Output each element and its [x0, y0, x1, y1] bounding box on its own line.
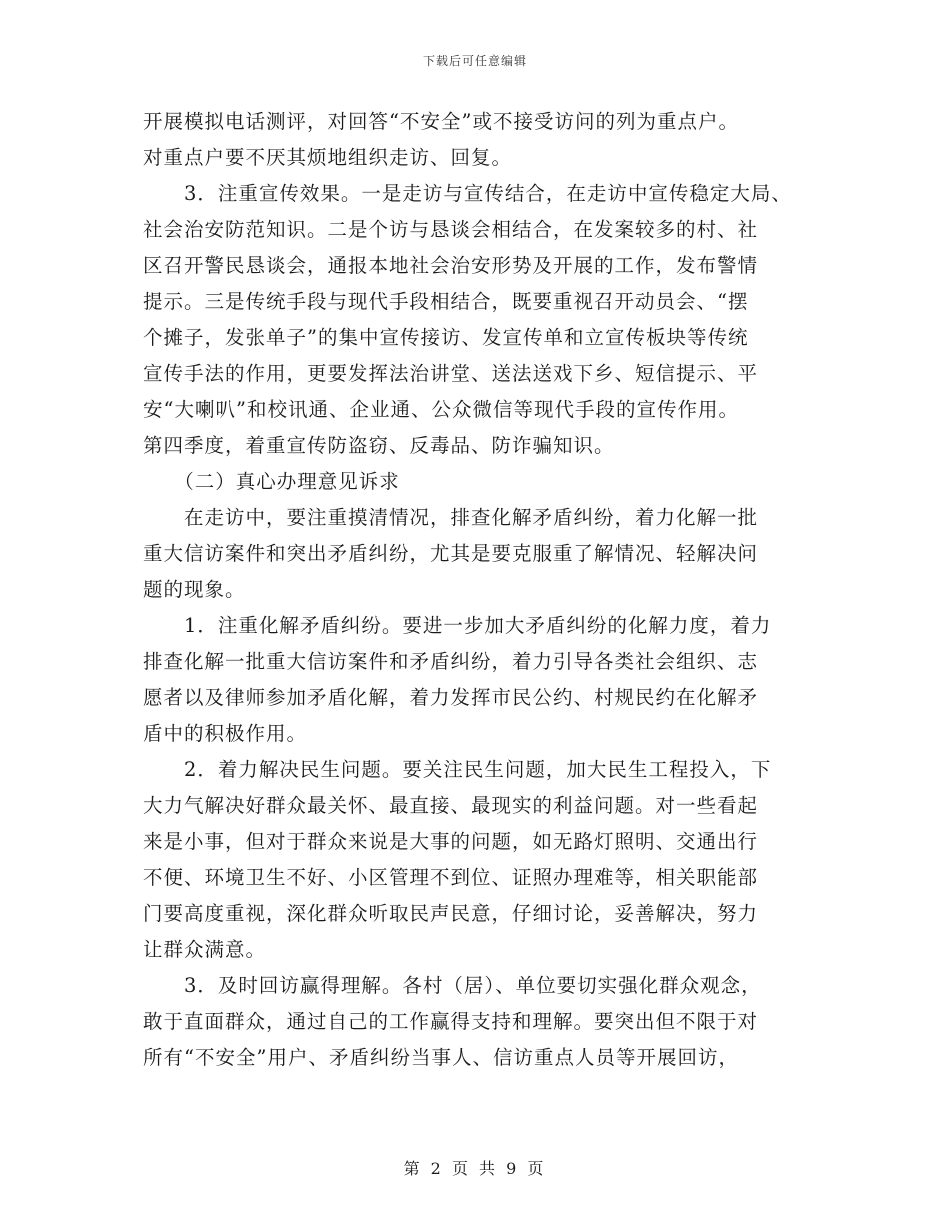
text-line: 盾中的积极作用。: [143, 722, 308, 745]
document-body: [143, 104, 823, 1076]
text-line: 区召开警民恳谈会，通报本地社会治安形势及开展的工作，发布警情: [143, 254, 759, 277]
text-line: 对重点户要不厌其烦地组织走访、回复。: [143, 146, 513, 169]
text-line: 3．注重宣传效果。一是走访与宣传结合，在走访中宣传稳定大局、: [143, 182, 792, 205]
text-line: 社会治安防范知识。二是个访与恳谈会相结合，在发案较多的村、社: [143, 218, 759, 241]
text-line: （二）真心办理意见诉求: [143, 470, 400, 493]
text-line: 题的现象。: [143, 578, 246, 601]
text-line: 第四季度，着重宣传防盗窃、反毒品、防诈骗知识。: [143, 434, 615, 457]
text-line: 开展模拟电话测评，对回答“不安全”或不接受访问的列为重点户。: [143, 110, 739, 133]
text-line: 个摊子，发张单子”的集中宣传接访、发宣传单和立宣传板块等传统: [143, 326, 749, 349]
page-header-note: 下载后可任意编辑: [422, 54, 527, 68]
text-line: 3．及时回访赢得理解。各村（居）、单位要切实强化群众观念，: [143, 974, 762, 997]
text-line: 排查化解一批重大信访案件和矛盾纠纷，着力引导各类社会组织、志: [143, 650, 759, 673]
text-line: 重大信访案件和突出矛盾纠纷，尤其是要克服重了解情况、轻解决问: [143, 542, 759, 565]
page-number-footer: 第 2 页 共 9 页: [403, 1159, 547, 1178]
text-line: 敢于直面群众，通过自己的工作赢得支持和理解。要突出但不限于对: [143, 1010, 759, 1033]
text-line: 2．着力解决民生问题。要关注民生问题，加大民生工程投入，下: [143, 758, 772, 781]
text-line: 1．注重化解矛盾纠纷。要进一步加大矛盾纠纷的化解力度，着力: [143, 614, 772, 637]
text-line: 来是小事，但对于群众来说是大事的问题，如无路灯照明、交通出行: [143, 830, 759, 853]
text-line: 大力气解决好群众最关怀、最直接、最现实的利益问题。对一些看起: [143, 794, 759, 817]
text-line: 让群众满意。: [143, 938, 267, 961]
text-line: 安“大喇叭”和校讯通、企业通、公众微信等现代手段的宣传作用。: [143, 398, 739, 421]
text-line: 宣传手法的作用，更要发挥法治讲堂、送法送戏下乡、短信提示、平: [143, 362, 759, 385]
text-line: 提示。三是传统手段与现代手段相结合，既要重视召开动员会、“摆: [143, 290, 749, 313]
text-line: 所有“不安全”用户、矛盾纠纷当事人、信访重点人员等开展回访，: [143, 1046, 739, 1069]
text-line: 愿者以及律师参加矛盾化解，着力发挥市民公约、村规民约在化解矛: [143, 686, 759, 709]
text-line: 门要高度重视，深化群众听取民声民意，仔细讨论，妥善解决，努力: [143, 902, 759, 925]
text-line: 不便、环境卫生不好、小区管理不到位、证照办理难等，相关职能部: [143, 866, 759, 889]
text-line: 在走访中，要注重摸清情况，排查化解矛盾纠纷，着力化解一批: [143, 506, 759, 529]
